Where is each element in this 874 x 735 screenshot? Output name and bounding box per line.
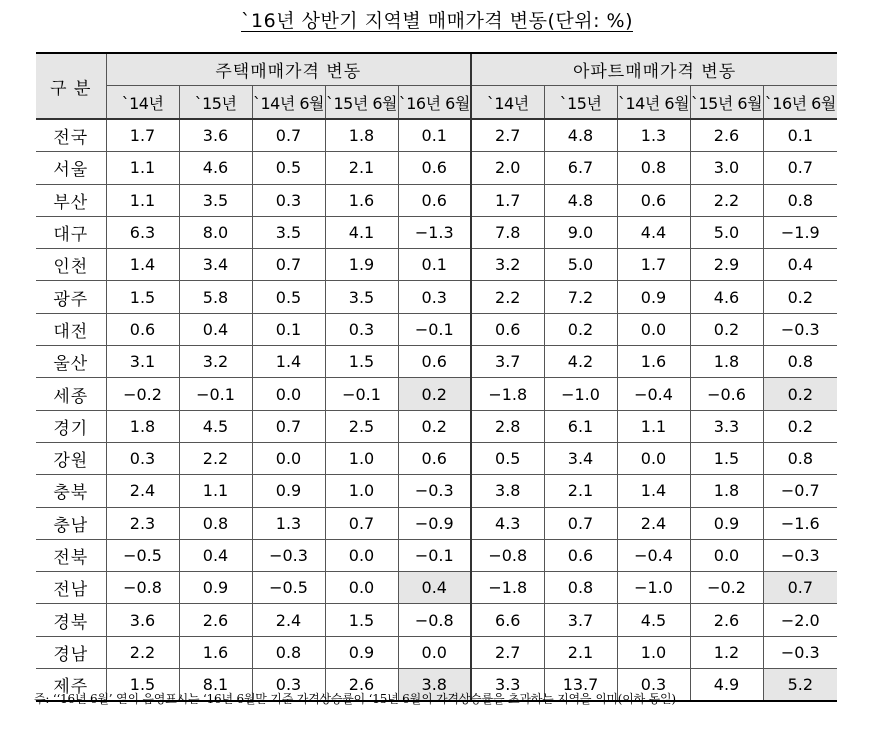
table-title: `16년 상반기 지역별 매매가격 변동(단위: %) [241,10,633,32]
apartment-value-cell: 2.7 [471,119,544,152]
apartment-value-cell: 5.2 [763,669,837,702]
apartment-value-cell: 4.2 [544,346,617,378]
house-value-cell: −0.9 [398,507,471,539]
apartment-value-cell: 6.7 [544,152,617,184]
apartment-value-cell: 1.7 [617,249,690,281]
house-value-cell: 0.8 [179,507,252,539]
house-value-cell: 1.5 [325,346,398,378]
house-value-cell: −0.1 [179,378,252,410]
apartment-value-cell: 0.8 [544,572,617,604]
house-value-cell: 1.4 [106,249,179,281]
apartment-value-cell: 0.5 [471,442,544,474]
house-value-cell: 0.4 [179,313,252,345]
region-cell: 제주 [36,669,106,702]
region-cell: 경기 [36,410,106,442]
apartment-value-cell: 0.0 [617,442,690,474]
table-row [36,475,837,507]
apartment-value-cell: 7.8 [471,216,544,248]
house-value-cell: 0.8 [252,636,325,668]
house-value-cell: 6.3 [106,216,179,248]
region-cell: 강원 [36,442,106,474]
apartment-value-cell: 13.7 [544,669,617,702]
apartment-value-cell: 4.8 [544,119,617,152]
table-row [36,442,837,474]
apartment-value-cell: 9.0 [544,216,617,248]
apartment-value-cell: −1.8 [471,378,544,410]
house-value-cell: 1.6 [325,184,398,216]
apartment-value-cell: 1.8 [690,475,763,507]
house-period-header: `16년 6월 [398,86,471,120]
apartment-period-header: `14년 [471,86,544,120]
apartment-value-cell: 0.8 [763,184,837,216]
apartment-period-header: `16년 6월 [763,86,837,120]
house-value-cell: 0.7 [252,119,325,152]
region-cell: 대전 [36,313,106,345]
house-value-cell: 3.5 [325,281,398,313]
house-value-cell: 0.3 [252,184,325,216]
house-value-cell: −1.3 [398,216,471,248]
table-row [36,604,837,636]
house-value-cell: 2.4 [252,604,325,636]
apartment-value-cell: 2.0 [471,152,544,184]
house-value-cell: 0.7 [325,507,398,539]
apartment-value-cell: 2.4 [617,507,690,539]
house-value-cell: 1.5 [106,669,179,702]
apartment-value-cell: 4.8 [544,184,617,216]
apartment-value-cell: 2.9 [690,249,763,281]
house-value-cell: −0.8 [106,572,179,604]
region-cell: 서울 [36,152,106,184]
table-row [36,507,837,539]
house-value-cell: 0.0 [398,636,471,668]
apartment-value-cell: 3.7 [544,604,617,636]
region-cell: 경남 [36,636,106,668]
house-value-cell: −0.5 [106,539,179,571]
table-row [36,539,837,571]
apartment-value-cell: 2.8 [471,410,544,442]
region-cell: 전남 [36,572,106,604]
house-value-cell: 0.3 [398,281,471,313]
house-value-cell: 1.8 [106,410,179,442]
region-cell: 대구 [36,216,106,248]
apartment-value-cell: 4.5 [617,604,690,636]
house-period-header: `15년 6월 [325,86,398,120]
table-row [36,346,837,378]
house-value-cell: 0.2 [398,410,471,442]
apartment-value-cell: 0.4 [763,249,837,281]
region-cell: 경북 [36,604,106,636]
apartment-value-cell: 3.0 [690,152,763,184]
apartment-value-cell: 0.6 [544,539,617,571]
apartment-value-cell: 0.6 [617,184,690,216]
house-value-cell: −0.3 [252,539,325,571]
house-value-cell: 4.1 [325,216,398,248]
house-value-cell: 0.3 [325,313,398,345]
region-cell: 전북 [36,539,106,571]
house-value-cell: 4.5 [179,410,252,442]
house-value-cell: 3.4 [179,249,252,281]
apartment-value-cell: −0.3 [763,539,837,571]
table-row [36,152,837,184]
apartment-value-cell: 0.6 [471,313,544,345]
house-value-cell: 1.5 [325,604,398,636]
house-value-cell: 0.5 [252,281,325,313]
apartment-value-cell: 0.7 [763,152,837,184]
house-period-header: `15년 [179,86,252,120]
apartment-value-cell: 6.1 [544,410,617,442]
house-period-header: `14년 6월 [252,86,325,120]
house-value-cell: 2.5 [325,410,398,442]
apartment-value-cell: 1.4 [617,475,690,507]
apartment-value-cell: −0.4 [617,539,690,571]
house-value-cell: 5.8 [179,281,252,313]
table-row [36,249,837,281]
apartment-value-cell: −2.0 [763,604,837,636]
apartment-value-cell: −1.8 [471,572,544,604]
house-value-cell: 3.1 [106,346,179,378]
apartment-value-cell: 4.6 [690,281,763,313]
house-value-cell: 3.2 [179,346,252,378]
house-value-cell: 1.8 [325,119,398,152]
apartment-value-cell: −1.0 [544,378,617,410]
apartment-period-header: `15년 6월 [690,86,763,120]
house-value-cell: 0.6 [398,346,471,378]
house-value-cell: 3.6 [179,119,252,152]
apartment-value-cell: 0.9 [690,507,763,539]
house-value-cell: −0.1 [398,313,471,345]
price-change-table [36,52,837,702]
region-cell: 충북 [36,475,106,507]
apartment-value-cell: 2.2 [471,281,544,313]
house-value-cell: 0.6 [106,313,179,345]
house-value-cell: 3.8 [398,669,471,702]
house-period-header: `14년 [106,86,179,120]
apartment-value-cell: 1.8 [690,346,763,378]
apartment-value-cell: 1.0 [617,636,690,668]
house-value-cell: −0.8 [398,604,471,636]
region-cell: 세종 [36,378,106,410]
apartment-value-cell: 4.9 [690,669,763,702]
apartment-value-cell: −0.6 [690,378,763,410]
apartment-value-cell: 0.2 [763,378,837,410]
house-value-cell: −0.5 [252,572,325,604]
table-row [36,281,837,313]
apartment-period-header: `15년 [544,86,617,120]
house-value-cell: −0.2 [106,378,179,410]
house-value-cell: 0.0 [325,572,398,604]
house-value-cell: 0.1 [398,249,471,281]
house-value-cell: 2.2 [179,442,252,474]
house-value-cell: 1.0 [325,442,398,474]
house-value-cell: 2.1 [325,152,398,184]
apartment-value-cell: 5.0 [690,216,763,248]
apartment-value-cell: 3.3 [690,410,763,442]
apartment-value-cell: 0.7 [763,572,837,604]
house-value-cell: 0.2 [398,378,471,410]
apartment-value-cell: 0.9 [617,281,690,313]
apartment-value-cell: −0.7 [763,475,837,507]
apartment-value-cell: 1.3 [617,119,690,152]
apartment-value-cell: 3.8 [471,475,544,507]
apartment-value-cell: 1.2 [690,636,763,668]
apartment-value-cell: 2.1 [544,475,617,507]
region-cell: 전국 [36,119,106,152]
house-value-cell: 0.0 [252,378,325,410]
apartment-value-cell: 0.7 [544,507,617,539]
house-value-cell: 3.5 [179,184,252,216]
table-row [36,410,837,442]
house-value-cell: 0.9 [252,475,325,507]
apartment-value-cell: 0.8 [763,346,837,378]
house-value-cell: 0.4 [179,539,252,571]
apartment-value-cell: 3.4 [544,442,617,474]
apartment-value-cell: 0.8 [763,442,837,474]
apartment-value-cell: 4.3 [471,507,544,539]
house-value-cell: 4.6 [179,152,252,184]
house-value-cell: 2.2 [106,636,179,668]
apartment-value-cell: 2.2 [690,184,763,216]
house-value-cell: 2.3 [106,507,179,539]
house-value-cell: 0.0 [325,539,398,571]
apartment-value-cell: 1.5 [690,442,763,474]
apartment-value-cell: 0.2 [544,313,617,345]
house-value-cell: 0.3 [252,669,325,702]
house-value-cell: 0.6 [398,184,471,216]
apartment-value-cell: −1.6 [763,507,837,539]
house-value-cell: 3.6 [106,604,179,636]
house-value-cell: 1.0 [325,475,398,507]
house-value-cell: 2.6 [179,604,252,636]
group-header-house: 주택매매가격 변동 [106,53,471,86]
table-row [36,572,837,604]
apartment-value-cell: −0.4 [617,378,690,410]
house-value-cell: 1.7 [106,119,179,152]
apartment-value-cell: 1.6 [617,346,690,378]
house-value-cell: 1.6 [179,636,252,668]
region-cell: 충남 [36,507,106,539]
region-cell: 인천 [36,249,106,281]
house-value-cell: 8.1 [179,669,252,702]
house-value-cell: 0.1 [398,119,471,152]
apartment-value-cell: 1.7 [471,184,544,216]
apartment-value-cell: 2.1 [544,636,617,668]
house-value-cell: 1.5 [106,281,179,313]
apartment-value-cell: 6.6 [471,604,544,636]
region-cell: 광주 [36,281,106,313]
house-value-cell: 0.1 [252,313,325,345]
table-row [36,636,837,668]
apartment-value-cell: 0.0 [690,539,763,571]
house-value-cell: −0.3 [398,475,471,507]
corner-header: 구 분 [36,53,106,119]
apartment-value-cell: 0.8 [617,152,690,184]
house-value-cell: 1.4 [252,346,325,378]
apartment-value-cell: 0.1 [763,119,837,152]
apartment-value-cell: 3.2 [471,249,544,281]
table-row [36,378,837,410]
footnote: 주: ‘‘16년 6월’ 열의 음영표시는 ‘16년 6월말 기준 가격상승률이 ‘15년 6월의 가격상승률을 초과하는 지역을 의미(이하 동일) [34,692,676,706]
house-value-cell: 2.6 [325,669,398,702]
house-value-cell: 0.5 [252,152,325,184]
table-row [36,216,837,248]
house-value-cell: 0.3 [106,442,179,474]
apartment-value-cell: −0.8 [471,539,544,571]
house-value-cell: −0.1 [325,378,398,410]
house-value-cell: 8.0 [179,216,252,248]
table-row [36,119,837,152]
apartment-value-cell: −0.3 [763,313,837,345]
house-value-cell: 1.1 [106,152,179,184]
house-value-cell: −0.1 [398,539,471,571]
apartment-value-cell: 0.3 [617,669,690,702]
house-value-cell: 0.9 [179,572,252,604]
house-value-cell: 0.7 [252,249,325,281]
apartment-value-cell: 5.0 [544,249,617,281]
house-value-cell: 3.5 [252,216,325,248]
region-cell: 부산 [36,184,106,216]
house-value-cell: 1.1 [106,184,179,216]
house-value-cell: 0.9 [325,636,398,668]
apartment-value-cell: 2.6 [690,119,763,152]
region-cell: 울산 [36,346,106,378]
apartment-value-cell: 0.2 [690,313,763,345]
house-value-cell: 0.0 [252,442,325,474]
house-value-cell: 1.3 [252,507,325,539]
apartment-value-cell: −0.2 [690,572,763,604]
house-value-cell: 0.6 [398,442,471,474]
apartment-value-cell: 0.0 [617,313,690,345]
group-header-apartment: 아파트매매가격 변동 [471,53,837,86]
table-row [36,313,837,345]
apartment-value-cell: −0.3 [763,636,837,668]
apartment-value-cell: 3.7 [471,346,544,378]
apartment-value-cell: 7.2 [544,281,617,313]
table-row [36,184,837,216]
apartment-value-cell: 4.4 [617,216,690,248]
house-value-cell: 0.7 [252,410,325,442]
apartment-value-cell: 2.6 [690,604,763,636]
apartment-value-cell: −1.0 [617,572,690,604]
house-value-cell: 2.4 [106,475,179,507]
house-value-cell: 0.6 [398,152,471,184]
apartment-value-cell: 0.2 [763,281,837,313]
apartment-value-cell: 3.3 [471,669,544,702]
house-value-cell: 1.1 [179,475,252,507]
house-value-cell: 1.9 [325,249,398,281]
apartment-value-cell: 0.2 [763,410,837,442]
apartment-period-header: `14년 6월 [617,86,690,120]
apartment-value-cell: 1.1 [617,410,690,442]
house-value-cell: 0.4 [398,572,471,604]
apartment-value-cell: 2.7 [471,636,544,668]
apartment-value-cell: −1.9 [763,216,837,248]
